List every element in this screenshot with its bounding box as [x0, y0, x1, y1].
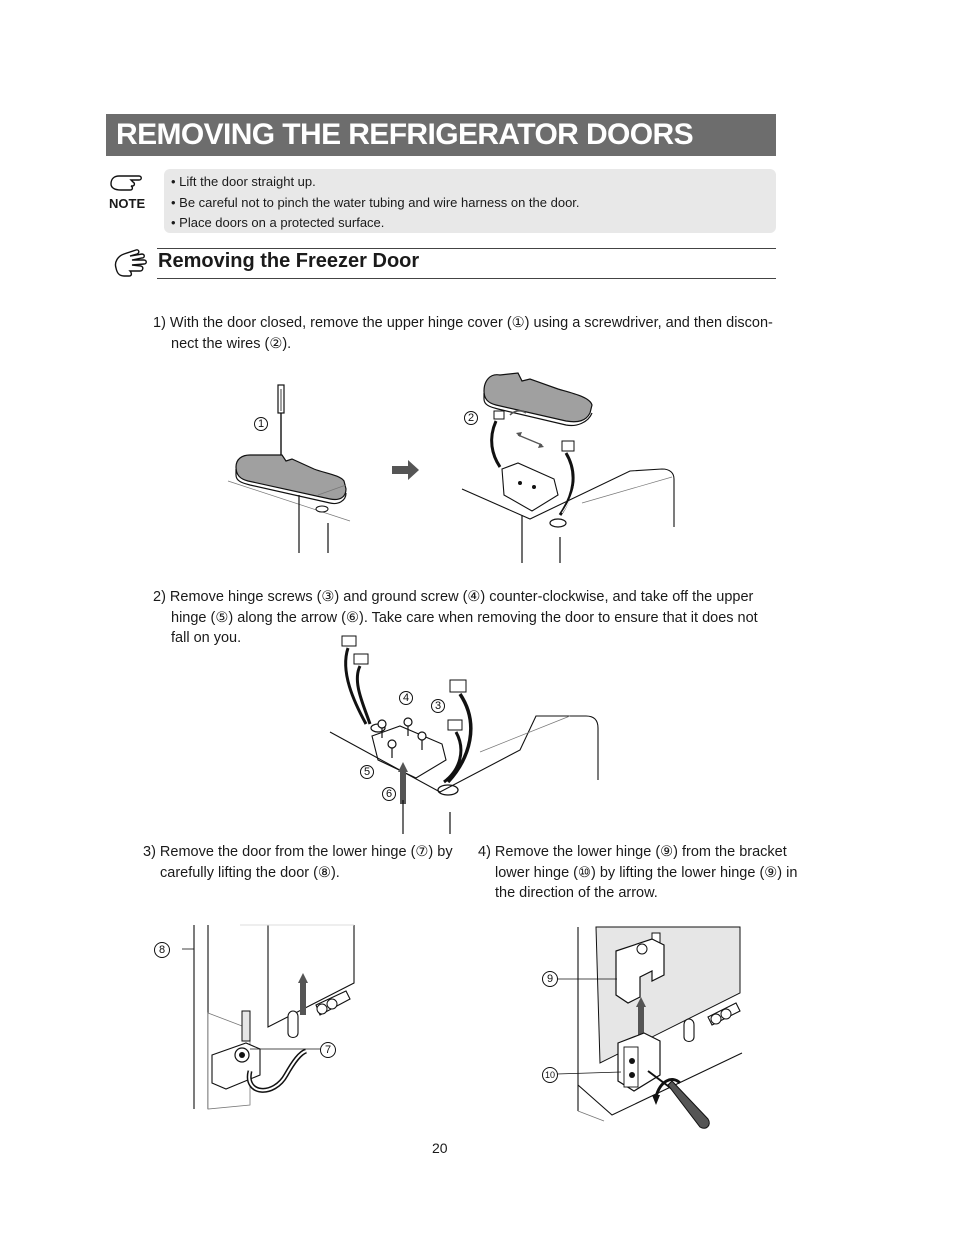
- step-line: carefully lifting the door (⑧).: [160, 864, 340, 881]
- leader-line: [557, 1072, 621, 1076]
- step-line: hinge (⑤) along the arrow (⑥). Take care when removing the door to ensure that it does not: [171, 609, 758, 626]
- note-box: [164, 169, 776, 233]
- callout-1: [253, 416, 269, 432]
- note-item: • Lift the door straight up.: [171, 174, 316, 189]
- section-rule: [157, 248, 776, 249]
- callout-6: [381, 786, 397, 802]
- section-title: Removing the Freezer Door: [158, 250, 420, 272]
- callout-2: [463, 410, 479, 426]
- arrow-right-icon: [392, 459, 420, 481]
- svg-text:7: 7: [324, 1044, 332, 1056]
- note-item: • Be careful not to pinch the water tubing and wire harness on the door.: [171, 194, 580, 210]
- step-line: fall on you.: [171, 630, 242, 646]
- note-label: NOTE: [109, 196, 146, 211]
- callout-5: [359, 764, 375, 780]
- svg-text:6: 6: [385, 788, 393, 800]
- figure-hinge-cover-screwdriver: [228, 385, 368, 560]
- svg-text:8: 8: [158, 944, 166, 956]
- svg-text:4: 4: [402, 692, 410, 704]
- svg-text:2: 2: [467, 412, 475, 424]
- svg-text:9: 9: [546, 973, 554, 985]
- callout-3: [430, 698, 446, 714]
- step-1-text: [153, 313, 773, 354]
- callout-7: [319, 1041, 337, 1059]
- svg-text:5: 5: [363, 766, 371, 778]
- step-3-text: [143, 842, 453, 883]
- step-line: 1) With the door closed, remove the upper hinge cover (①) using a screwdriver, and then discon-: [153, 315, 773, 331]
- page-number: 20: [432, 1140, 448, 1156]
- callout-4: [398, 690, 414, 706]
- leader-line: [557, 978, 617, 982]
- step-line: lower hinge (⑩) by lifting the lower hinge (⑨) in: [495, 864, 798, 881]
- callout-8: [153, 941, 171, 959]
- figure-hinge-screws: [330, 632, 602, 837]
- figure-lower-hinge-door: [190, 925, 360, 1113]
- step-line: 3) Remove the door from the lower hinge (⑦) by: [143, 844, 453, 860]
- pointing-hand-icon: [109, 170, 149, 196]
- svg-text:3: 3: [434, 700, 442, 712]
- figure-wires-disconnected: [462, 365, 692, 570]
- page-title: REMOVING THE REFRIGERATOR DOORS: [106, 114, 776, 156]
- step-line: 2) Remove hinge screws (③) and ground screw (④) counter-clockwise, and take off the upper: [153, 589, 754, 605]
- svg-text:10: 10: [544, 1070, 556, 1080]
- svg-text:1: 1: [257, 418, 265, 430]
- step-line: the direction of the arrow.: [495, 885, 658, 901]
- step-line: nect the wires (②).: [171, 335, 292, 352]
- step-line: 4) Remove the lower hinge (⑨) from the bracket: [478, 844, 787, 860]
- section-rule: [157, 278, 776, 279]
- step-4-text: [478, 842, 797, 904]
- note-item: • Place doors on a protected surface.: [171, 215, 385, 230]
- figure-lower-hinge-bracket: [560, 925, 742, 1133]
- hand-icon: [110, 246, 152, 286]
